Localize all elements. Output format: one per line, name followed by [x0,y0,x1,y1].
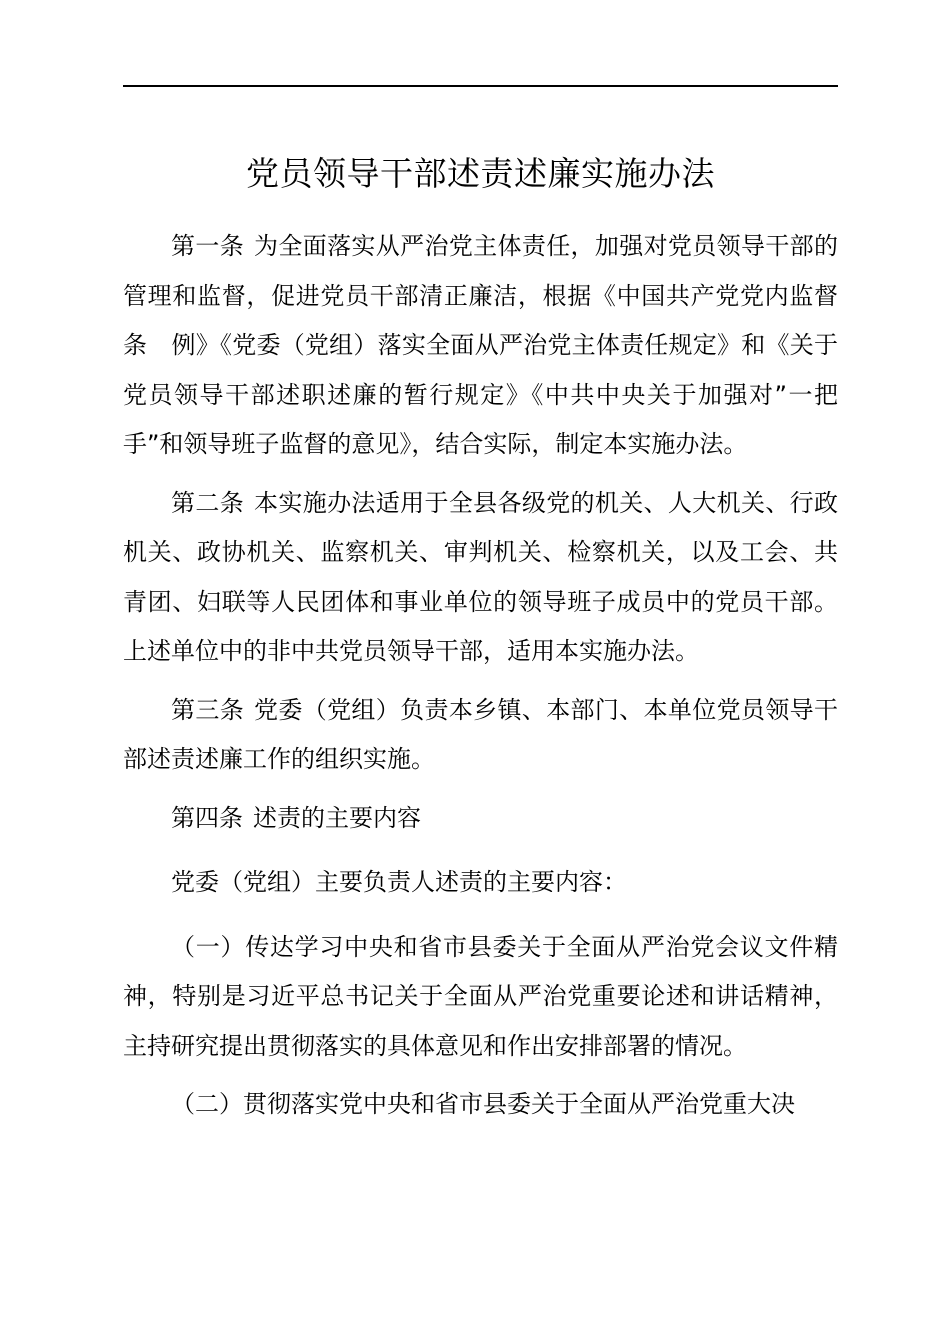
header-rule [123,85,838,87]
article-2-paragraph [123,479,838,677]
article-text: 为全面落实从严治党主体责任，加强对党员领导干部的管理和监督，促进党员干部清正廉洁，根据《中国共产党党内监督条 例》《党委（党组）落实全面从严治党主体责任规定》和《关于党员领导干部述职述廉的暂行规定》《中共中央关于加强对”一把手”和领导班子监督的意见》，结合实际，制定本实施办法。 [123,232,839,458]
document-body [123,222,838,1139]
document-title: 党员领导干部述责述廉实施办法 [246,154,715,193]
article-text: 述责的主要内容 [253,803,421,832]
paragraph-text: 党委（党组）主要负责人述责的主要内容： [171,868,627,896]
article-4-paragraph [123,794,838,844]
article-3-paragraph [123,686,838,785]
item-2-paragraph [123,1080,838,1130]
paragraph-text: （一）传达学习中央和省市县委关于全面从严治党会议文件精神，特别是习近平总书记关于全面从严治党重要论述和讲话精神，主持研究提出贯彻落实的具体意见和作出安排部署的情况。 [123,932,838,1060]
article-text: 本实施办法适用于全县各级党的机关、人大机关、行政机关、政协机关、监察机关、审判机关、检察机关，以及工会、共青团、妇联等人民团体和事业单位的领导班子成员中的党员干部。上述单位中的非中共党员领导干部，适用本实施办法。 [123,488,839,665]
article-number: 第三条 [171,695,245,724]
subheading-paragraph [123,858,838,908]
article-number: 第一条 [171,232,245,260]
article-number: 第二条 [171,488,245,517]
paragraph-text: （二）贯彻落实党中央和省市县委关于全面从严治党重大决 [171,1090,795,1118]
article-1-paragraph [123,222,838,470]
item-1-paragraph [123,923,838,1072]
article-text: 党委（党组）负责本乡镇、本部门、本单位党员领导干部述责述廉工作的组织实施。 [123,695,839,773]
article-number: 第四条 [171,803,243,832]
